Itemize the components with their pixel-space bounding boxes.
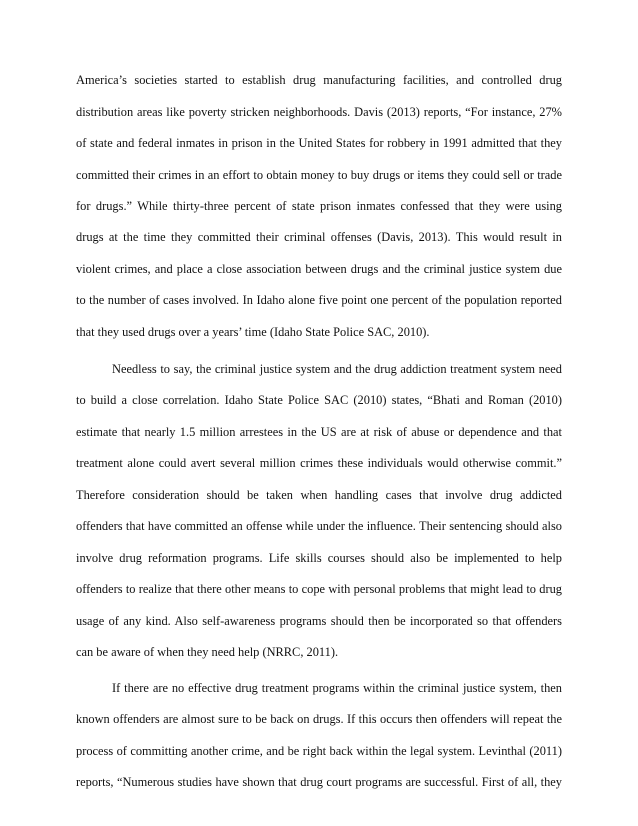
- text-line: treatment alone could avert several million crimes these individuals would otherwise commit.”: [76, 456, 562, 470]
- text-line: known offenders are almost sure to be back on drugs. If this occurs then offenders will repeat the: [76, 712, 562, 726]
- text-line: usage of any kind. Also self-awareness programs should then be incorporated so that offenders: [76, 614, 562, 628]
- text-line: offenders that have committed an offense while under the influence. Their sentencing should also: [76, 519, 562, 533]
- text-line: If there are no effective drug treatment programs within the criminal justice system, then: [112, 681, 562, 695]
- text-line: to the number of cases involved. In Idaho alone five point one percent of the population reported: [76, 293, 562, 307]
- text-line: distribution areas like poverty stricken neighborhoods. Davis (2013) reports, “For instance, 27%: [76, 105, 562, 119]
- text-line: can be aware of when they need help (NRRC, 2011).: [76, 645, 339, 659]
- text-line: that they used drugs over a years’ time (Idaho State Police SAC, 2010).: [76, 325, 430, 339]
- text-line: for drugs.” While thirty-three percent of state prison inmates confessed that they were using: [76, 199, 562, 213]
- text-line: estimate that nearly 1.5 million arrestees in the US are at risk of abuse or dependence and that: [76, 425, 562, 439]
- text-line: process of committing another crime, and be right back within the legal system. Levinthal (2011): [76, 744, 562, 758]
- text-line: to build a close correlation. Idaho State Police SAC (2010) states, “Bhati and Roman (2010): [76, 393, 562, 407]
- text-line: reports, “Numerous studies have shown that drug court programs are successful. First of all, they: [76, 775, 562, 789]
- text-line: committed their crimes in an effort to obtain money to buy drugs or items they could sell or trade: [76, 168, 562, 182]
- text-line: involve drug reformation programs. Life skills courses should also be implemented to help: [76, 551, 562, 565]
- text-line: violent crimes, and place a close association between drugs and the criminal justice system due: [76, 262, 562, 276]
- text-line: drugs at the time they committed their criminal offenses (Davis, 2013). This would result in: [76, 230, 562, 244]
- text-line: Therefore consideration should be taken when handling cases that involve drug addicted: [76, 488, 562, 502]
- text-line: Needless to say, the criminal justice system and the drug addiction treatment system need: [112, 362, 562, 376]
- text-line: of state and federal inmates in prison in the United States for robbery in 1991 admitted that they: [76, 136, 562, 150]
- text-line: America’s societies started to establish drug manufacturing facilities, and controlled drug: [76, 73, 562, 87]
- text-line: offenders to realize that there other means to cope with personal problems that might lead to drug: [76, 582, 562, 596]
